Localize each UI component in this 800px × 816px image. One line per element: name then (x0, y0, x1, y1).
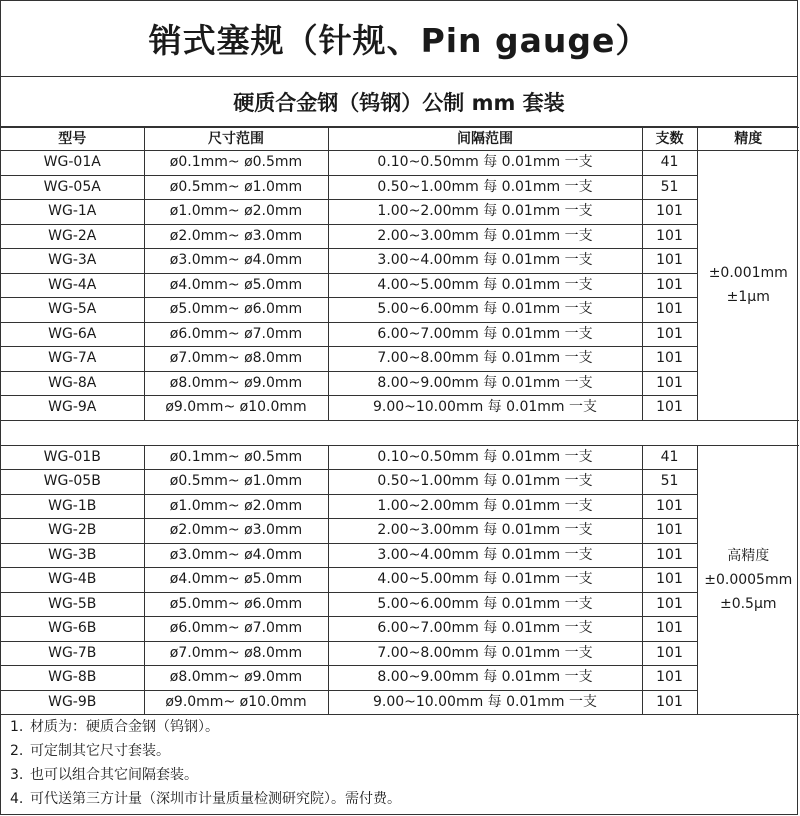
cell-model: WG-7A (1, 347, 144, 372)
note-number: 1. (10, 719, 24, 735)
table-row (1, 175, 799, 200)
cell-interval-range: 9.00~10.00mm 每 0.01mm 一支 (328, 690, 642, 715)
cell-count: 101 (642, 690, 697, 715)
notes-list (1, 715, 797, 811)
cell-interval-range: 8.00~9.00mm 每 0.01mm 一支 (328, 666, 642, 691)
cell-count: 51 (642, 470, 697, 495)
cell-size-range: ø9.0mm~ ø10.0mm (144, 396, 328, 421)
cell-size-range: ø2.0mm~ ø3.0mm (144, 224, 328, 249)
cell-count: 101 (642, 543, 697, 568)
note-text: 也可以组合其它间隔套装。 (30, 767, 198, 783)
table-row (1, 151, 799, 176)
cell-model: WG-8A (1, 371, 144, 396)
cell-model: WG-2A (1, 224, 144, 249)
cell-accuracy (697, 445, 799, 715)
cell-interval-range: 0.10~0.50mm 每 0.01mm 一支 (328, 151, 642, 176)
cell-size-range: ø0.1mm~ ø0.5mm (144, 151, 328, 176)
note-number: 2. (10, 743, 24, 759)
note-item (1, 787, 797, 811)
cell-size-range: ø1.0mm~ ø2.0mm (144, 494, 328, 519)
cell-interval-range: 4.00~5.00mm 每 0.01mm 一支 (328, 273, 642, 298)
note-item (1, 715, 797, 739)
cell-interval-range: 0.50~1.00mm 每 0.01mm 一支 (328, 175, 642, 200)
cell-interval-range: 4.00~5.00mm 每 0.01mm 一支 (328, 568, 642, 593)
table-row (1, 298, 799, 323)
note-text: 可代送第三方计量（深圳市计量质量检测研究院）。需付费。 (30, 791, 401, 807)
cell-interval-range: 5.00~6.00mm 每 0.01mm 一支 (328, 592, 642, 617)
cell-model: WG-4A (1, 273, 144, 298)
table-row (1, 347, 799, 372)
cell-interval-range: 3.00~4.00mm 每 0.01mm 一支 (328, 543, 642, 568)
cell-size-range: ø9.0mm~ ø10.0mm (144, 690, 328, 715)
cell-interval-range: 8.00~9.00mm 每 0.01mm 一支 (328, 371, 642, 396)
page-title: 销式塞规（针规、Pin gauge） (1, 1, 797, 77)
page-subtitle: 硬质合金钢（钨钢）公制 mm 套装 (1, 77, 797, 127)
accuracy-line: ±0.5μm (719, 595, 777, 612)
table-row (1, 568, 799, 593)
note-text: 材质为：硬质合金钢（钨钢）。 (30, 719, 219, 735)
table-row (1, 690, 799, 715)
group-b-rows (1, 445, 799, 715)
cell-model: WG-8B (1, 666, 144, 691)
cell-count: 101 (642, 617, 697, 642)
cell-model: WG-3B (1, 543, 144, 568)
table-row (1, 519, 799, 544)
table-row (1, 371, 799, 396)
accuracy-line: 高精度 (727, 547, 770, 564)
cell-accuracy (697, 151, 799, 421)
cell-size-range: ø8.0mm~ ø9.0mm (144, 371, 328, 396)
cell-count: 101 (642, 298, 697, 323)
table-row (1, 641, 799, 666)
cell-size-range: ø2.0mm~ ø3.0mm (144, 519, 328, 544)
cell-size-range: ø1.0mm~ ø2.0mm (144, 200, 328, 225)
table-row (1, 445, 799, 470)
table-row (1, 224, 799, 249)
cell-interval-range: 7.00~8.00mm 每 0.01mm 一支 (328, 641, 642, 666)
cell-model: WG-01A (1, 151, 144, 176)
cell-count: 101 (642, 494, 697, 519)
cell-interval-range: 7.00~8.00mm 每 0.01mm 一支 (328, 347, 642, 372)
cell-count: 101 (642, 396, 697, 421)
cell-size-range: ø0.1mm~ ø0.5mm (144, 445, 328, 470)
spec-table (1, 127, 799, 715)
table-row (1, 543, 799, 568)
header-count: 支数 (642, 128, 697, 151)
note-item (1, 763, 797, 787)
table-row (1, 273, 799, 298)
cell-size-range: ø4.0mm~ ø5.0mm (144, 273, 328, 298)
cell-count: 101 (642, 641, 697, 666)
table-row (1, 249, 799, 274)
cell-count: 101 (642, 592, 697, 617)
cell-model: WG-3A (1, 249, 144, 274)
cell-interval-range: 6.00~7.00mm 每 0.01mm 一支 (328, 617, 642, 642)
cell-interval-range: 0.50~1.00mm 每 0.01mm 一支 (328, 470, 642, 495)
separator-cell (1, 420, 799, 445)
cell-model: WG-05B (1, 470, 144, 495)
cell-interval-range: 0.10~0.50mm 每 0.01mm 一支 (328, 445, 642, 470)
cell-size-range: ø5.0mm~ ø6.0mm (144, 298, 328, 323)
cell-count: 101 (642, 200, 697, 225)
cell-interval-range: 1.00~2.00mm 每 0.01mm 一支 (328, 494, 642, 519)
note-number: 4. (10, 791, 24, 807)
table-row (1, 322, 799, 347)
cell-model: WG-1B (1, 494, 144, 519)
cell-size-range: ø7.0mm~ ø8.0mm (144, 347, 328, 372)
cell-model: WG-2B (1, 519, 144, 544)
cell-model: WG-5A (1, 298, 144, 323)
cell-model: WG-9B (1, 690, 144, 715)
accuracy-line: ±0.001mm (708, 265, 788, 282)
cell-count: 101 (642, 273, 697, 298)
cell-size-range: ø7.0mm~ ø8.0mm (144, 641, 328, 666)
cell-size-range: ø5.0mm~ ø6.0mm (144, 592, 328, 617)
header-accuracy: 精度 (697, 128, 799, 151)
cell-interval-range: 1.00~2.00mm 每 0.01mm 一支 (328, 200, 642, 225)
table-row (1, 494, 799, 519)
cell-count: 41 (642, 445, 697, 470)
table-row (1, 666, 799, 691)
cell-count: 101 (642, 519, 697, 544)
cell-interval-range: 2.00~3.00mm 每 0.01mm 一支 (328, 224, 642, 249)
cell-size-range: ø4.0mm~ ø5.0mm (144, 568, 328, 593)
cell-count: 101 (642, 224, 697, 249)
table-row (1, 396, 799, 421)
cell-size-range: ø6.0mm~ ø7.0mm (144, 322, 328, 347)
cell-count: 51 (642, 175, 697, 200)
cell-interval-range: 2.00~3.00mm 每 0.01mm 一支 (328, 519, 642, 544)
cell-model: WG-9A (1, 396, 144, 421)
cell-interval-range: 3.00~4.00mm 每 0.01mm 一支 (328, 249, 642, 274)
cell-model: WG-7B (1, 641, 144, 666)
cell-count: 101 (642, 666, 697, 691)
cell-size-range: ø8.0mm~ ø9.0mm (144, 666, 328, 691)
cell-size-range: ø3.0mm~ ø4.0mm (144, 543, 328, 568)
cell-interval-range: 6.00~7.00mm 每 0.01mm 一支 (328, 322, 642, 347)
note-text: 可定制其它尺寸套装。 (30, 743, 170, 759)
cell-model: WG-05A (1, 175, 144, 200)
table-row (1, 470, 799, 495)
cell-model: WG-5B (1, 592, 144, 617)
cell-count: 101 (642, 322, 697, 347)
cell-count: 41 (642, 151, 697, 176)
header-size-range: 尺寸范围 (144, 128, 328, 151)
cell-size-range: ø0.5mm~ ø1.0mm (144, 175, 328, 200)
table-header-row (1, 128, 799, 151)
accuracy-line: ±1μm (726, 289, 770, 306)
cell-count: 101 (642, 347, 697, 372)
table-row (1, 592, 799, 617)
note-number: 3. (10, 767, 24, 783)
cell-count: 101 (642, 371, 697, 396)
accuracy-line: ±0.0005mm (704, 571, 793, 588)
header-model: 型号 (1, 128, 144, 151)
cell-size-range: ø6.0mm~ ø7.0mm (144, 617, 328, 642)
cell-interval-range: 5.00~6.00mm 每 0.01mm 一支 (328, 298, 642, 323)
cell-interval-range: 9.00~10.00mm 每 0.01mm 一支 (328, 396, 642, 421)
cell-model: WG-6A (1, 322, 144, 347)
cell-model: WG-1A (1, 200, 144, 225)
table-row (1, 617, 799, 642)
group-separator-row (1, 420, 799, 445)
cell-size-range: ø0.5mm~ ø1.0mm (144, 470, 328, 495)
cell-model: WG-4B (1, 568, 144, 593)
header-interval-range: 间隔范围 (328, 128, 642, 151)
group-a-rows (1, 151, 799, 421)
cell-count: 101 (642, 568, 697, 593)
cell-model: WG-6B (1, 617, 144, 642)
table-row (1, 200, 799, 225)
cell-model: WG-01B (1, 445, 144, 470)
note-item (1, 739, 797, 763)
cell-count: 101 (642, 249, 697, 274)
cell-size-range: ø3.0mm~ ø4.0mm (144, 249, 328, 274)
